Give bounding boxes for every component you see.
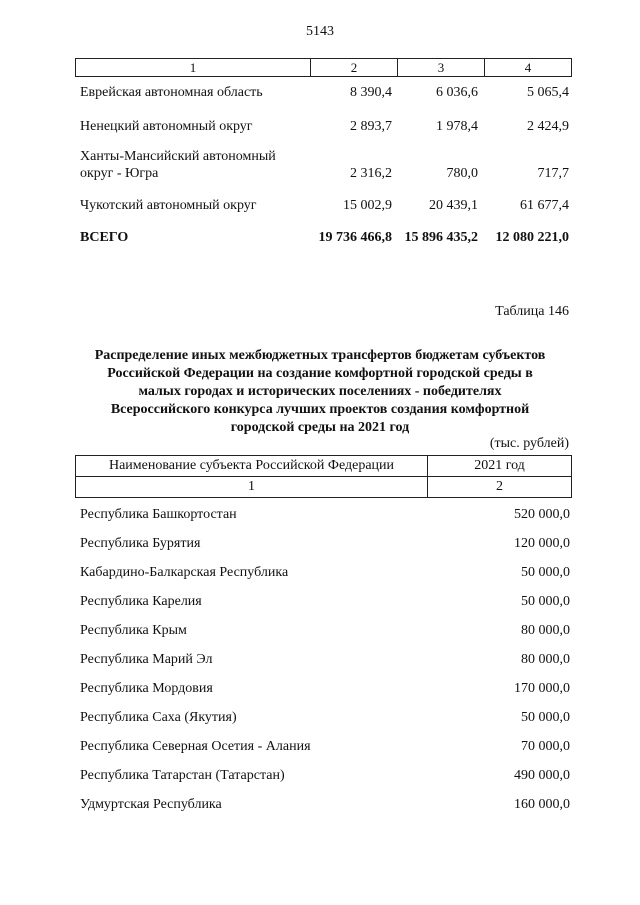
table-row: [75, 558, 572, 587]
column-number-2: 2: [496, 479, 503, 494]
row-name-line-1: Ханты-Мансийский автономный: [80, 149, 276, 164]
subject-name: Республика Башкортостан: [80, 506, 237, 522]
subject-name: Республика Северная Осетия - Алания: [80, 738, 311, 754]
subject-value: 120 000,0: [514, 535, 570, 551]
subject-value: 490 000,0: [514, 767, 570, 783]
subject-name: Республика Крым: [80, 622, 187, 638]
subject-value: 170 000,0: [514, 680, 570, 696]
row-value: 20 439,1: [429, 198, 478, 213]
table-row: [75, 761, 572, 790]
table-title: [60, 347, 580, 437]
row-value: 2 424,9: [527, 119, 569, 134]
header-col-1: 1: [76, 59, 311, 76]
row-value: 8 390,4: [350, 85, 392, 100]
total-value: 19 736 466,8: [318, 230, 392, 245]
title-line: Российской Федерации на создание комфортной городской среды в: [107, 366, 533, 381]
column-header-subject: Наименование субъекта Российской Федерации: [76, 456, 428, 476]
row-value: 2 893,7: [350, 119, 392, 134]
row-value: 61 677,4: [520, 198, 569, 213]
table-row: [75, 587, 572, 616]
continued-table-header: [75, 58, 572, 77]
header-col-4: 4: [524, 60, 532, 75]
table-row: [75, 645, 572, 674]
subject-value: 50 000,0: [521, 593, 570, 609]
table-row: [75, 148, 572, 182]
table-row: [75, 84, 572, 101]
table-row: [75, 674, 572, 703]
row-name: Чукотский автономный округ: [80, 198, 257, 213]
table146-body: [75, 500, 572, 819]
row-name-line-2: округ - Югра: [80, 166, 159, 181]
row-value: 1 978,4: [436, 119, 478, 134]
table-row: [75, 732, 572, 761]
subject-value: 50 000,0: [521, 709, 570, 725]
total-value: 12 080 221,0: [495, 230, 569, 245]
subject-value: 80 000,0: [521, 651, 570, 667]
table-row: [75, 500, 572, 529]
subject-name: Республика Карелия: [80, 593, 202, 609]
subject-name: Республика Бурятия: [80, 535, 201, 551]
subject-name: Республика Татарстан (Татарстан): [80, 767, 285, 783]
row-name: [75, 148, 309, 182]
row-value: 5 065,4: [527, 85, 569, 100]
table-row: [75, 790, 572, 819]
row-value: 15 002,9: [343, 198, 392, 213]
title-line: городской среды на 2021 год: [230, 420, 410, 435]
subject-value: 70 000,0: [521, 738, 570, 754]
table-row: [75, 197, 572, 214]
title-line: Распределение иных межбюджетных трансфертов бюджетам субъектов: [94, 348, 546, 363]
subject-value: 80 000,0: [521, 622, 570, 638]
units-label: (тыс. рублей): [489, 436, 569, 451]
table-row: [75, 703, 572, 732]
subject-value: 50 000,0: [521, 564, 570, 580]
header-col-2: 2: [311, 59, 398, 76]
subject-name: Республика Марий Эл: [80, 651, 213, 667]
table-row: [75, 118, 572, 135]
table-row: [75, 529, 572, 558]
row-value: 2 316,2: [350, 166, 392, 181]
table-row: [75, 616, 572, 645]
total-row: [75, 229, 572, 246]
title-line: Всероссийского конкурса лучших проектов создания комфортной: [110, 402, 530, 417]
column-number-1: 1: [76, 477, 428, 497]
subject-name: Республика Саха (Якутия): [80, 709, 237, 725]
table146-header: [75, 455, 572, 498]
row-name: Еврейская автономная область: [80, 85, 263, 100]
subject-name: Удмуртская Республика: [80, 796, 222, 812]
subject-name: Республика Мордовия: [80, 680, 213, 696]
subject-value: 160 000,0: [514, 796, 570, 812]
title-line: малых городах и исторических поселениях - победителях: [138, 384, 502, 399]
row-value: 717,7: [537, 166, 569, 181]
row-name: Ненецкий автономный округ: [80, 119, 253, 134]
row-value: 6 036,6: [436, 85, 478, 100]
row-value: 780,0: [446, 166, 478, 181]
header-col-3: 3: [398, 59, 485, 76]
column-header-year: 2021 год: [474, 458, 525, 473]
page-number: 5143: [306, 24, 334, 39]
subject-value: 520 000,0: [514, 506, 570, 522]
total-label: ВСЕГО: [80, 230, 129, 245]
subject-name: Кабардино-Балкарская Республика: [80, 564, 289, 580]
total-value: 15 896 435,2: [404, 230, 478, 245]
table-number: Таблица 146: [495, 304, 569, 319]
